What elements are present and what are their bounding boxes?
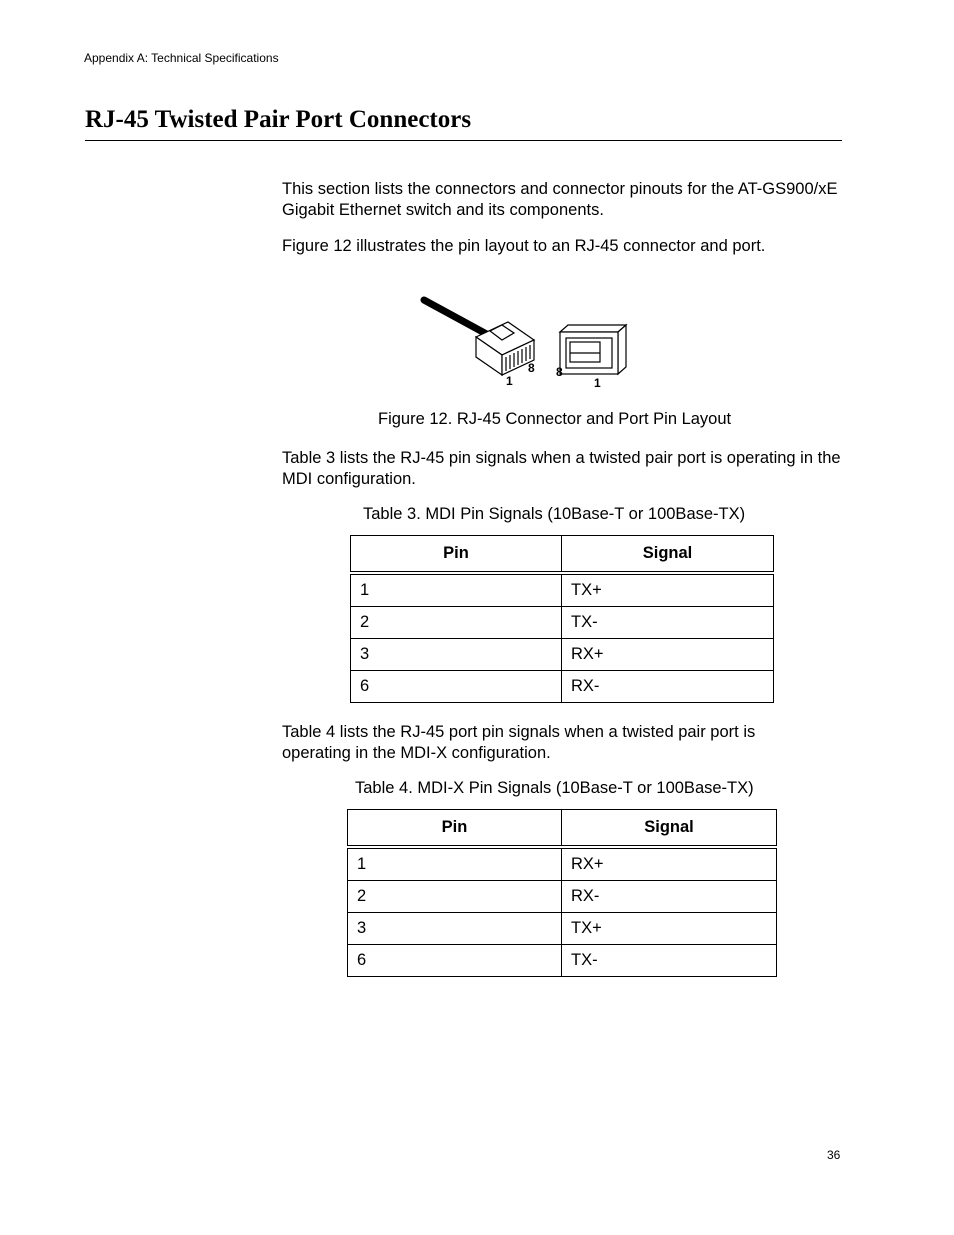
signal-cell: TX- — [562, 945, 777, 977]
table-row — [348, 913, 777, 945]
table-row — [351, 671, 774, 703]
column-header-pin: Pin — [348, 810, 562, 848]
table4-reference-paragraph: Table 4 lists the RJ-45 port pin signals when a twisted pair port is operating in the MDI-X configuration. — [282, 723, 756, 762]
rj45-port-graphic — [560, 325, 626, 374]
intro-paragraph: This section lists the connectors and connector pinouts for the AT-GS900/xE Gigabit Ethernet switch and its components. — [282, 180, 838, 219]
table-row — [348, 847, 777, 881]
table-header-row — [348, 810, 777, 848]
table3-caption: Table 3. MDI Pin Signals (10Base-T or 100Base-TX) — [363, 505, 746, 523]
running-header: Appendix A: Technical Specifications — [84, 51, 279, 65]
signal-cell: TX+ — [562, 573, 774, 607]
port-pin8-label: 8 — [556, 365, 563, 379]
table3-mdi-pins — [350, 535, 774, 703]
signal-cell: TX- — [562, 607, 774, 639]
pin-cell: 3 — [348, 913, 562, 945]
plug-pin8-label: 8 — [528, 361, 535, 375]
pin-cell: 1 — [351, 573, 562, 607]
table-header-row — [351, 536, 774, 574]
pin-cell: 1 — [348, 847, 562, 881]
title-rule — [85, 140, 842, 141]
port-pin1-label: 1 — [594, 376, 601, 390]
pin-cell: 3 — [351, 639, 562, 671]
signal-cell: RX- — [562, 881, 777, 913]
rj45-figure — [420, 295, 632, 390]
section-title: RJ-45 Twisted Pair Port Connectors — [85, 106, 472, 133]
table-row — [351, 639, 774, 671]
page-number: 36 — [827, 1148, 841, 1162]
pin-cell: 2 — [351, 607, 562, 639]
pin-cell: 2 — [348, 881, 562, 913]
figure-caption: Figure 12. RJ-45 Connector and Port Pin Layout — [378, 410, 732, 428]
figure-reference-paragraph: Figure 12 illustrates the pin layout to an RJ-45 connector and port. — [282, 237, 766, 255]
plug-pin1-label: 1 — [506, 374, 513, 388]
signal-cell: RX+ — [562, 847, 777, 881]
pin-cell: 6 — [348, 945, 562, 977]
signal-cell: RX+ — [562, 639, 774, 671]
table3-reference-paragraph: Table 3 lists the RJ-45 pin signals when a twisted pair port is operating in the MDI configuration. — [282, 449, 841, 488]
table4-mdix-pins — [347, 809, 777, 977]
table4-caption: Table 4. MDI-X Pin Signals (10Base-T or 100Base-TX) — [355, 779, 754, 797]
signal-cell: TX+ — [562, 913, 777, 945]
column-header-pin: Pin — [351, 536, 562, 574]
table-row — [348, 881, 777, 913]
table-row — [351, 607, 774, 639]
pin-cell: 6 — [351, 671, 562, 703]
signal-cell: RX- — [562, 671, 774, 703]
rj45-illustration — [420, 295, 632, 390]
column-header-signal: Signal — [562, 536, 774, 574]
cable-graphic — [424, 300, 492, 337]
table-row — [348, 945, 777, 977]
column-header-signal: Signal — [562, 810, 777, 848]
table-row — [351, 573, 774, 607]
